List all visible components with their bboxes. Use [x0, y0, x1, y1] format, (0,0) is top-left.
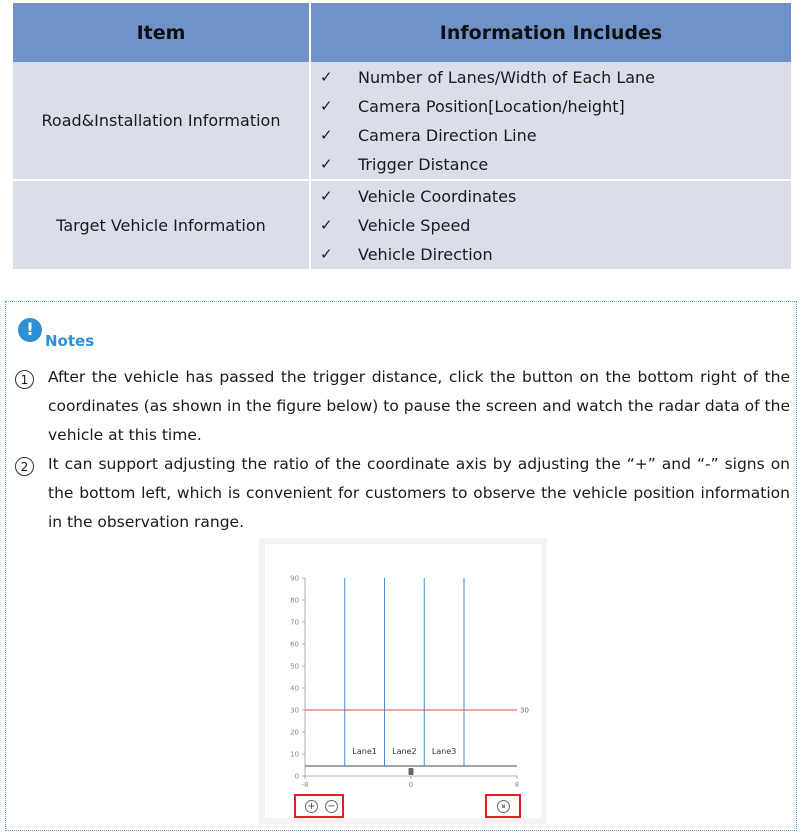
table-row: [13, 180, 791, 269]
row-item-label: Target Vehicle Information: [13, 180, 310, 269]
x-tick-label: -8: [301, 781, 309, 789]
table-row: [13, 62, 791, 180]
y-tick-label: 50: [290, 662, 299, 671]
radar-figure: [259, 538, 547, 824]
info-alert-icon: !: [18, 318, 42, 342]
y-tick-label: 20: [290, 728, 299, 737]
lane-label: Lane1: [352, 747, 377, 756]
zoom-controls-highlight: [294, 794, 344, 818]
radar-chart: [265, 544, 541, 818]
check-icon: ✓: [320, 154, 333, 173]
lane-label: Lane2: [392, 747, 417, 756]
pause-control-highlight: [485, 794, 521, 818]
x-tick-label: 0: [408, 781, 414, 789]
note-number-2: 2: [15, 457, 34, 476]
check-icon: ✓: [320, 96, 333, 115]
radar-panel: [265, 544, 541, 818]
check-icon: ✓: [320, 215, 333, 234]
y-tick-label: 0: [294, 772, 299, 781]
y-tick-label: 70: [290, 618, 299, 627]
note-number-1: 1: [15, 370, 34, 389]
check-icon: ✓: [320, 186, 333, 205]
y-tick-label: 90: [290, 574, 299, 583]
y-tick-label: 10: [290, 750, 299, 759]
x-tick-label: 8: [514, 781, 520, 789]
list-item: ✓ Vehicle Speed: [311, 211, 791, 240]
row-item-label: Road&Installation Information: [13, 62, 310, 180]
list-item: ✓ Camera Direction Line: [311, 121, 791, 150]
zoom-in-button[interactable]: +: [305, 800, 318, 813]
row-info-cell: [310, 180, 791, 269]
camera-marker: [409, 768, 414, 775]
list-item: ✓ Vehicle Coordinates: [311, 182, 791, 211]
row-info-cell: [310, 62, 791, 180]
notes-title: Notes: [45, 332, 95, 350]
y-tick-label: 80: [290, 596, 299, 605]
lane-label: Lane3: [431, 747, 457, 756]
trigger-label: 30: [520, 706, 529, 715]
list-item: ✓ Number of Lanes/Width of Each Lane: [311, 63, 791, 92]
y-tick-label: 60: [290, 640, 299, 649]
y-tick-label: 30: [290, 706, 299, 715]
note-text-2: It can support adjusting the ratio of the coordinate axis by adjusting the “+” and “-” signs on the bottom left, which is convenient for customers to observe the vehicle position information in the observation range.: [48, 455, 790, 531]
list-item: ✓ Vehicle Direction: [311, 240, 791, 269]
list-item: ✓ Trigger Distance: [311, 150, 791, 179]
header-information: Information Includes: [310, 3, 791, 62]
info-table: [13, 3, 791, 269]
check-icon: ✓: [320, 67, 333, 86]
zoom-out-button[interactable]: −: [325, 800, 338, 813]
y-tick-label: 40: [290, 684, 299, 693]
list-item: ✓ Camera Position[Location/height]: [311, 92, 791, 121]
check-icon: ✓: [320, 125, 333, 144]
note-text-1: After the vehicle has passed the trigger distance, click the button on the bottom right of the coordinates (as shown in the figure below) to pause the screen and watch the radar data of the vehicle at this time.: [48, 368, 790, 444]
header-item: Item: [13, 3, 310, 62]
pause-button[interactable]: ⏸: [497, 800, 510, 813]
notes-box: [5, 301, 797, 831]
check-icon: ✓: [320, 244, 333, 263]
